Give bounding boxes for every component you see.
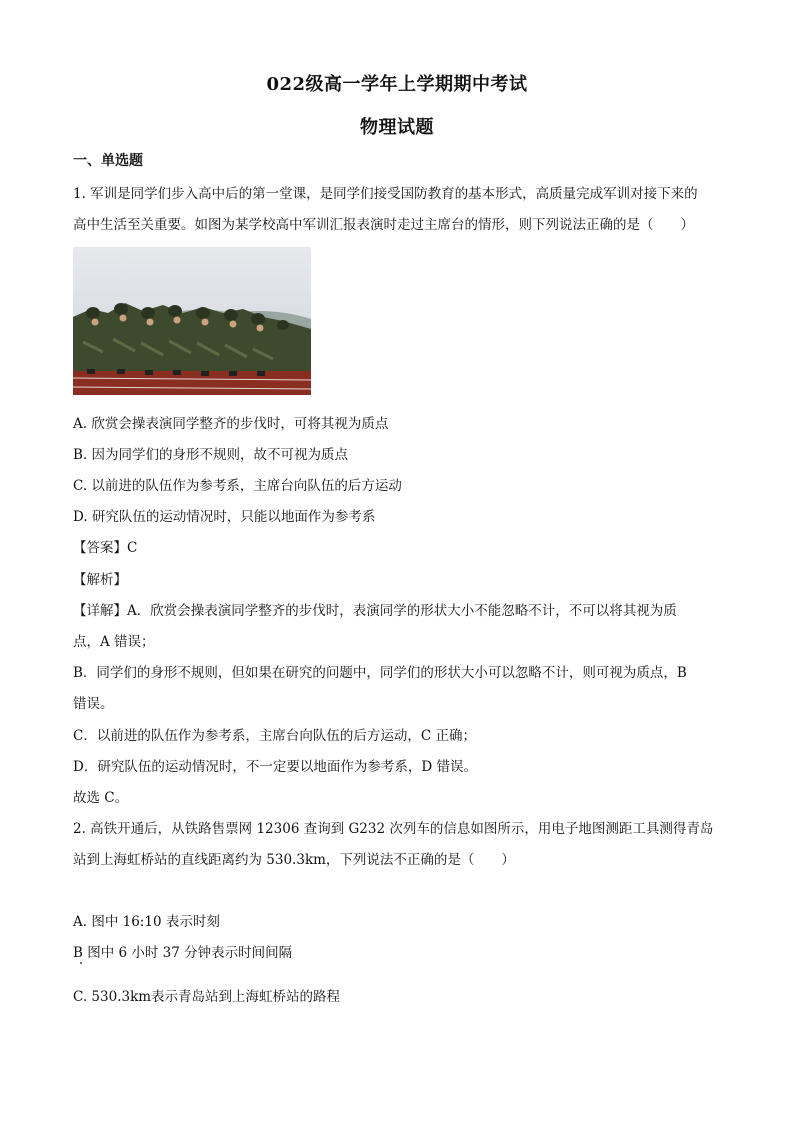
q2-stem-line-1: 2. 高铁开通后，从铁路售票网 12306 查询到 G232 次列车的信息如图所示，用电子地图测距工具测得青岛 bbox=[73, 821, 714, 837]
answer-value: C bbox=[127, 540, 138, 556]
q1-option-b: B. 因为同学们的身形不规则，故不可视为质点 bbox=[73, 447, 349, 463]
exam-subtitle: 物理试题 bbox=[360, 117, 434, 138]
q1-option-a: A. 欣赏会操表演同学整齐的步伐时，可将其视为质点 bbox=[73, 416, 389, 432]
q1-detail-line-1: 【详解】A．欣赏会操表演同学整齐的步伐时，表演同学的形状大小不能忽略不计，不可以将其视为质 bbox=[73, 603, 677, 619]
q1-detail-line-5: C．以前进的队伍作为参考系，主席台向队伍的后方运动，C 正确； bbox=[73, 728, 476, 744]
q1-analysis-tag: 【解析】 bbox=[73, 572, 127, 588]
q1-option-c: C. 以前进的队伍作为参考系，主席台向队伍的后方运动 bbox=[73, 478, 402, 494]
exam-title: 022级高一学年上学期期中考试 bbox=[266, 74, 528, 95]
q1-answer bbox=[73, 536, 137, 556]
q2-option-a: A. 图中 16:10 表示时刻 bbox=[73, 914, 220, 930]
q1-detail-line-3: B．同学们的身形不规则，但如果在研究的问题中，同学们的形状大小可以忽略不计，则可视为质点，B bbox=[73, 665, 687, 681]
q1-detail-line-4: 错误。 bbox=[73, 696, 114, 712]
q1-detail-line-7: 故选 C。 bbox=[73, 790, 129, 806]
q2-option-b: B 图中 6 小时 37 分钟表示时间间隔 bbox=[73, 945, 293, 961]
q2-option-c: C. 530.3km表示青岛站到上海虹桥站的路程 bbox=[73, 989, 341, 1005]
marching-soldiers-photo bbox=[73, 247, 311, 395]
section-heading: 一、单选题 bbox=[73, 153, 143, 169]
q2-stem-line-2: 站到上海虹桥站的直线距离约为 530.3km，下列说法不正确的是（ ） bbox=[73, 852, 515, 868]
stray-dot bbox=[80, 962, 82, 964]
q1-option-d: D. 研究队伍的运动情况时，只能以地面作为参考系 bbox=[73, 509, 376, 525]
q1-stem-line-1: 1. 军训是同学们步入高中后的第一堂课，是同学们接受国防教育的基本形式，高质量完成军训对接下来的 bbox=[73, 186, 698, 202]
q1-detail-line-2: 点，A 错误； bbox=[73, 634, 155, 650]
q1-detail-line-6: D．研究队伍的运动情况时，不一定要以地面作为参考系，D 错误。 bbox=[73, 759, 477, 775]
q1-stem-line-2: 高中生活至关重要。如图为某学校高中军训汇报表演时走过主席台的情形，则下列说法正确的是（ ） bbox=[73, 217, 694, 233]
answer-tag: 【答案】 bbox=[73, 540, 127, 556]
